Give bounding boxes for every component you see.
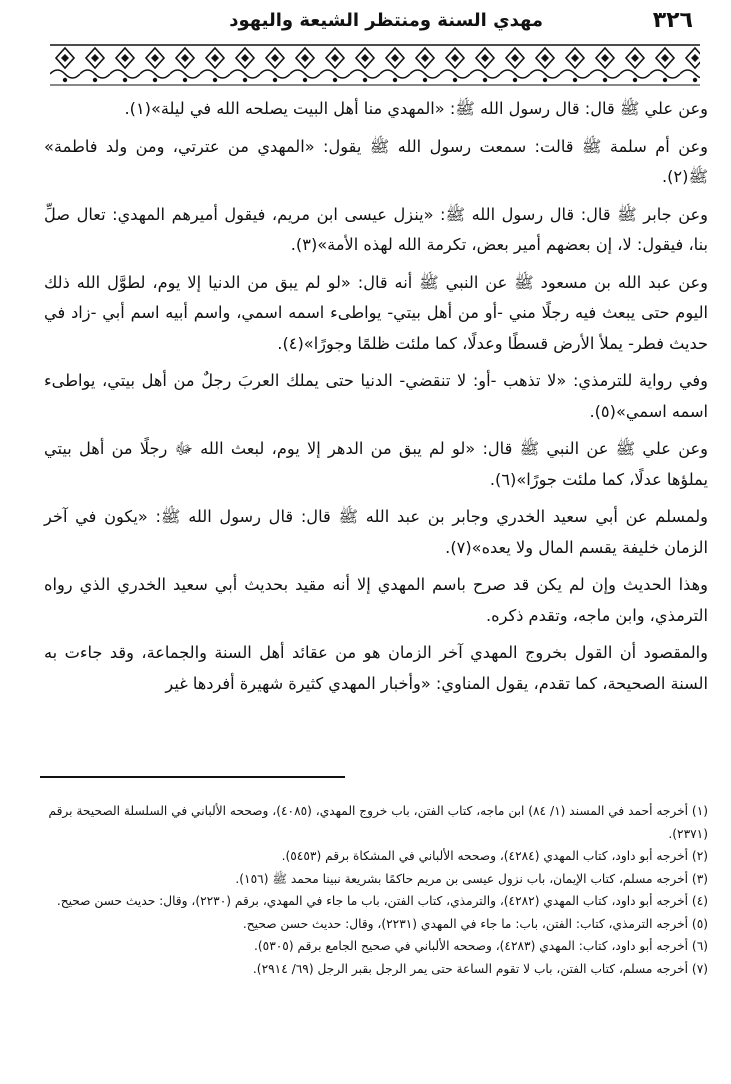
paragraph: وهذا الحديث وإن لم يكن قد صرح باسم المهدي إلا أنه مقيد بحديث أبي سعيد الخدري الذي رواه الترمذي، وابن ماجه، وتقدم ذكره. xyxy=(44,575,708,625)
footnote: (٤) أخرجه أبو داود، كتاب المهدي (٤٢٨٢)، والترمذي، كتاب الفتن، باب ما جاء في المهدي، برقم (٢٢٣٠)، وقال: حديث حسن صحيح. xyxy=(56,894,708,908)
paragraph: وفي رواية للترمذي: «لا تذهب -أو: لا تنقضي- الدنيا حتى يملك العربَ رجلٌ من أهل بيتي، يواطىء اسمه اسمي»(٥). xyxy=(44,371,708,421)
footnotes xyxy=(44,800,708,980)
paragraph: وعن أم سلمة ﷺ قالت: سمعت رسول الله ﷺ يقول: «المهدي من عترتي، ومن ولد فاطمة» ﷺ(٢). xyxy=(44,136,708,186)
decorative-border-ornament xyxy=(50,44,700,88)
footnote: (١) أخرجه أحمد في المسند (١/ ٨٤) ابن ماجه، كتاب الفتن، باب خروج المهدي، (٤٠٨٥)، وصححه الألباني في السلسلة الصحيحة برقم (٢٣٧١). xyxy=(48,804,708,841)
paragraph: والمقصود أن القول بخروج المهدي آخر الزمان هو من عقائد أهل السنة والجماعة، وقد جاءت به السنة الصحيحة، كما تقدم، يقول المناوي: «وأخبار المهدي كثيرة شهيرة أفردها غير xyxy=(44,643,708,693)
footnote: (٥) أخرجه الترمذي، كتاب: الفتن، باب: ما جاء في المهدي (٢٢٣١)، وقال: حديث حسن صحيح. xyxy=(242,916,708,931)
footnote: (٣) أخرجه مسلم، كتاب الإيمان، باب نزول عيسى بن مريم حاكمًا بشريعة نبينا محمد ﷺ (١٥٦). xyxy=(235,871,708,886)
footnote: (٦) أخرجه أبو داود، كتاب: المهدي (٤٢٨٣)، وصححه الألباني في صحيح الجامع برقم (٥٣٠٥). xyxy=(254,939,708,953)
main-text xyxy=(44,94,708,706)
footnote: (٢) أخرجه أبو داود، كتاب المهدي (٤٢٨٤)، وصححه الألباني في المشكاة برقم (٥٤٥٣). xyxy=(281,849,708,863)
paragraph: وعن عبد الله بن مسعود ﷺ عن النبي ﷺ أنه قال: «لو لم يبق من الدنيا إلا يوم، لطوَّل الله ذلك اليوم حتى يبعث فيه رجلًا مني -أو من أهل بيتي- يواطىء اسمه اسمي، واسم أبيه اسم أبي -زاد في حديث فطر- يملأ الأرض قسطًا وعدلًا، كما ملئت ظلمًا وجورًا»(٤). xyxy=(44,272,708,353)
paragraph: وعن علي ﷺ عن النبي ﷺ قال: «لو لم يبق من الدهر إلا يوم، لبعث الله ﷻ رجلًا من أهل بيتي يملؤها عدلًا، كما ملئت جورًا»(٦). xyxy=(44,439,708,489)
paragraph: وعن علي ﷺ قال: قال رسول الله ﷺ: «المهدي منا أهل البيت يصلحه الله في ليلة»(١). xyxy=(124,99,708,118)
paragraph: ولمسلم عن أبي سعيد الخدري وجابر بن عبد الله ﷺ قال: قال رسول الله ﷺ: «يكون في آخر الزمان خليفة يقسم المال ولا يعده»(٧). xyxy=(44,507,708,557)
page-number: ٣٢٦ xyxy=(652,8,693,33)
page-header xyxy=(40,8,693,38)
paragraph: وعن جابر ﷺ قال: قال رسول الله ﷺ: «ينزل عيسى ابن مريم، فيقول أميرهم المهدي: تعال صلِّ بنا، فيقول: لا، إن بعضهم أمير بعض، تكرمة الله لهذه الأمة»(٣). xyxy=(44,204,708,254)
footnote-separator xyxy=(40,776,345,778)
footnote: (٧) أخرجه مسلم، كتاب الفتن، باب لا تقوم الساعة حتى يمر الرجل بقبر الرجل (٦٩/ ٢٩١٤). xyxy=(252,961,708,976)
running-title: مهدي السنة ومنتظر الشيعة واليهود xyxy=(229,10,543,31)
